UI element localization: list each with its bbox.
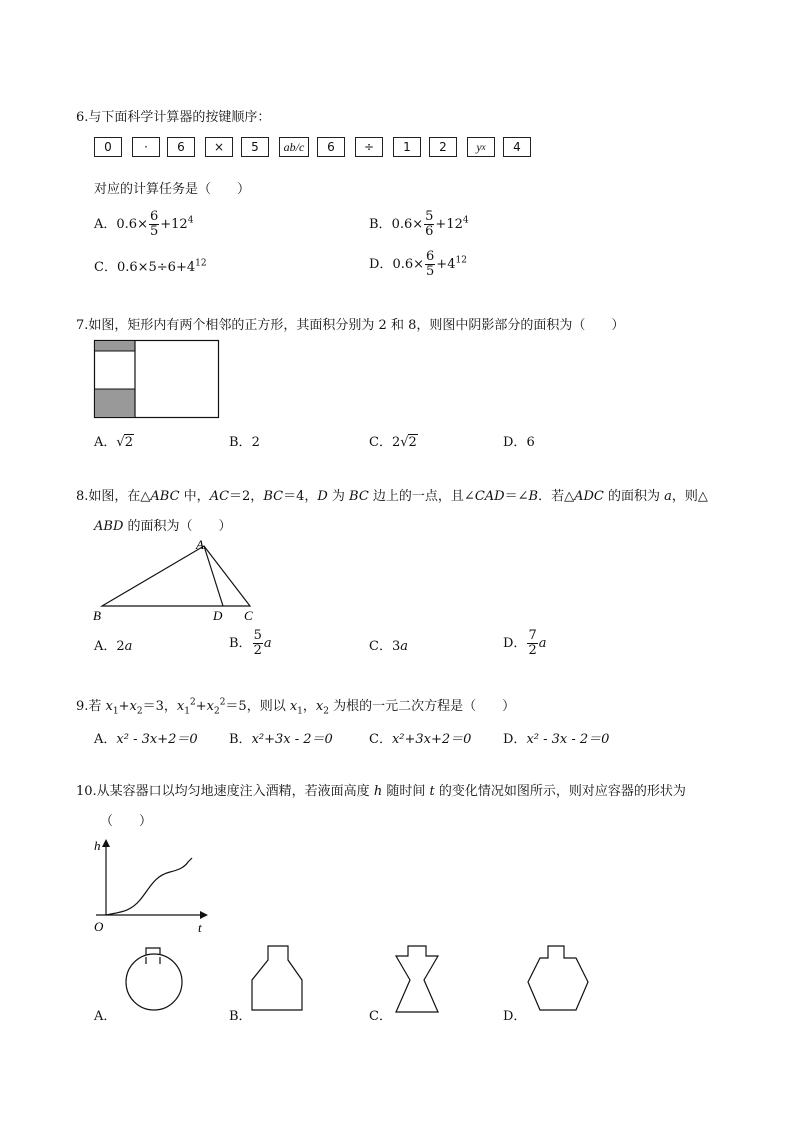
calculator-key: 2: [429, 137, 457, 157]
calculator-key: ×: [205, 137, 233, 157]
q6-option-b[interactable]: B．0.6× $\frac{5}{6}$ $+12^4$: [369, 209, 469, 239]
segment-ad: [204, 546, 223, 606]
q8-option-d[interactable]: D． $\frac{7}{2}$ a: [503, 628, 547, 658]
q7-option-b[interactable]: B．2: [229, 435, 260, 450]
calculator-key: 5: [241, 137, 269, 157]
q10-stem: 10.从某容器口以均匀地速度注入酒精，若液面高度 h 随时间 t 的变化情况如图所示，则对应容器的形状为: [76, 784, 686, 799]
q10-option-c[interactable]: C．: [369, 1009, 392, 1024]
q9-option-a[interactable]: A．x² ‑ 3x+2＝0: [94, 732, 198, 747]
x-axis-arrow: [200, 911, 208, 919]
q7-option-d[interactable]: D．6: [503, 435, 535, 450]
q8-option-a[interactable]: A．2a: [94, 639, 133, 654]
q9-stem: 9.若 $x_1+x_2=3$，$x_1^2+x_2^2=5$，则以 $x_1$，$x_2$ 为根的一元二次方程是（ ）: [76, 697, 516, 717]
q8-option-b[interactable]: B． $\frac{5}{2}$ a: [229, 628, 272, 658]
q8-triangle-figure: [90, 535, 270, 625]
calculator-key: 0: [94, 137, 122, 157]
q9-option-c[interactable]: C．x²+3x+2＝0: [369, 732, 472, 747]
container-d-hexagon[interactable]: [526, 944, 592, 1016]
q6-option-a[interactable]: A．0.6× $\frac{6}{5}$ $+12^4$: [94, 209, 194, 239]
container-b-flat-flask[interactable]: [250, 944, 310, 1014]
q9-option-d[interactable]: D．x² ‑ 3x ‑ 2＝0: [503, 732, 610, 747]
q10-option-d[interactable]: D．: [503, 1009, 527, 1024]
calculator-key: 6: [317, 137, 345, 157]
calculator-key: ab/c: [279, 137, 309, 157]
label-d: D: [213, 608, 223, 623]
triangle-abc: [102, 546, 250, 606]
q7-figure: [94, 340, 220, 420]
q9-option-b[interactable]: B．x²+3x ‑ 2＝0: [229, 732, 333, 747]
q10-option-a[interactable]: A．: [94, 1009, 117, 1024]
q6-option-d[interactable]: D．0.6× $\frac{6}{5}$ $+4^{12}$: [369, 249, 467, 279]
h-t-curve: [106, 858, 192, 915]
y-axis-arrow: [102, 839, 110, 847]
calculator-key: 1: [393, 137, 421, 157]
q10-height-time-graph: [92, 838, 212, 933]
label-c: C: [244, 608, 253, 623]
q7-option-a[interactable]: A．√2: [94, 435, 133, 450]
calculator-key: y x: [467, 137, 495, 157]
label-a: A: [196, 537, 204, 552]
calculator-key: 6: [167, 137, 195, 157]
q8-stem-line1: 8.如图，在△ABC 中，AC＝2，BC＝4，D 为 BC 边上的一点，且∠CAD＝∠B．若△ADC 的面积为 a，则△: [76, 489, 708, 504]
label-h: h: [94, 838, 101, 853]
container-c-hourglass[interactable]: [388, 944, 448, 1016]
q7-shaded-top: [95, 341, 135, 351]
calculator-key: 4: [503, 137, 531, 157]
calculator-key: ·: [132, 137, 160, 157]
q6-option-c[interactable]: C．$0.6\times 5\div 6+4^{12}$: [94, 258, 207, 275]
q10-stem-blank: （ ）: [100, 814, 153, 829]
container-a-round-flask[interactable]: [124, 944, 194, 1014]
label-t: t: [198, 920, 202, 935]
q6-task: 对应的计算任务是（ ）: [94, 182, 251, 197]
calculator-key: ÷: [355, 137, 383, 157]
q10-option-b[interactable]: B．: [229, 1009, 252, 1024]
q6-stem: 6.与下面科学计算器的按键顺序：: [76, 110, 271, 125]
q7-stem: 7.如图，矩形内有两个相邻的正方形，其面积分别为 2 和 8，则图中阴影部分的面积为（ ）: [76, 318, 625, 333]
q8-option-c[interactable]: C．3a: [369, 639, 408, 654]
q7-shaded-bottom: [95, 389, 135, 417]
label-o: O: [94, 919, 104, 934]
q8-stem-line2: ABD 的面积为（ ）: [94, 519, 232, 534]
label-b: B: [93, 608, 101, 623]
q7-option-c[interactable]: C．2√2: [369, 435, 417, 450]
